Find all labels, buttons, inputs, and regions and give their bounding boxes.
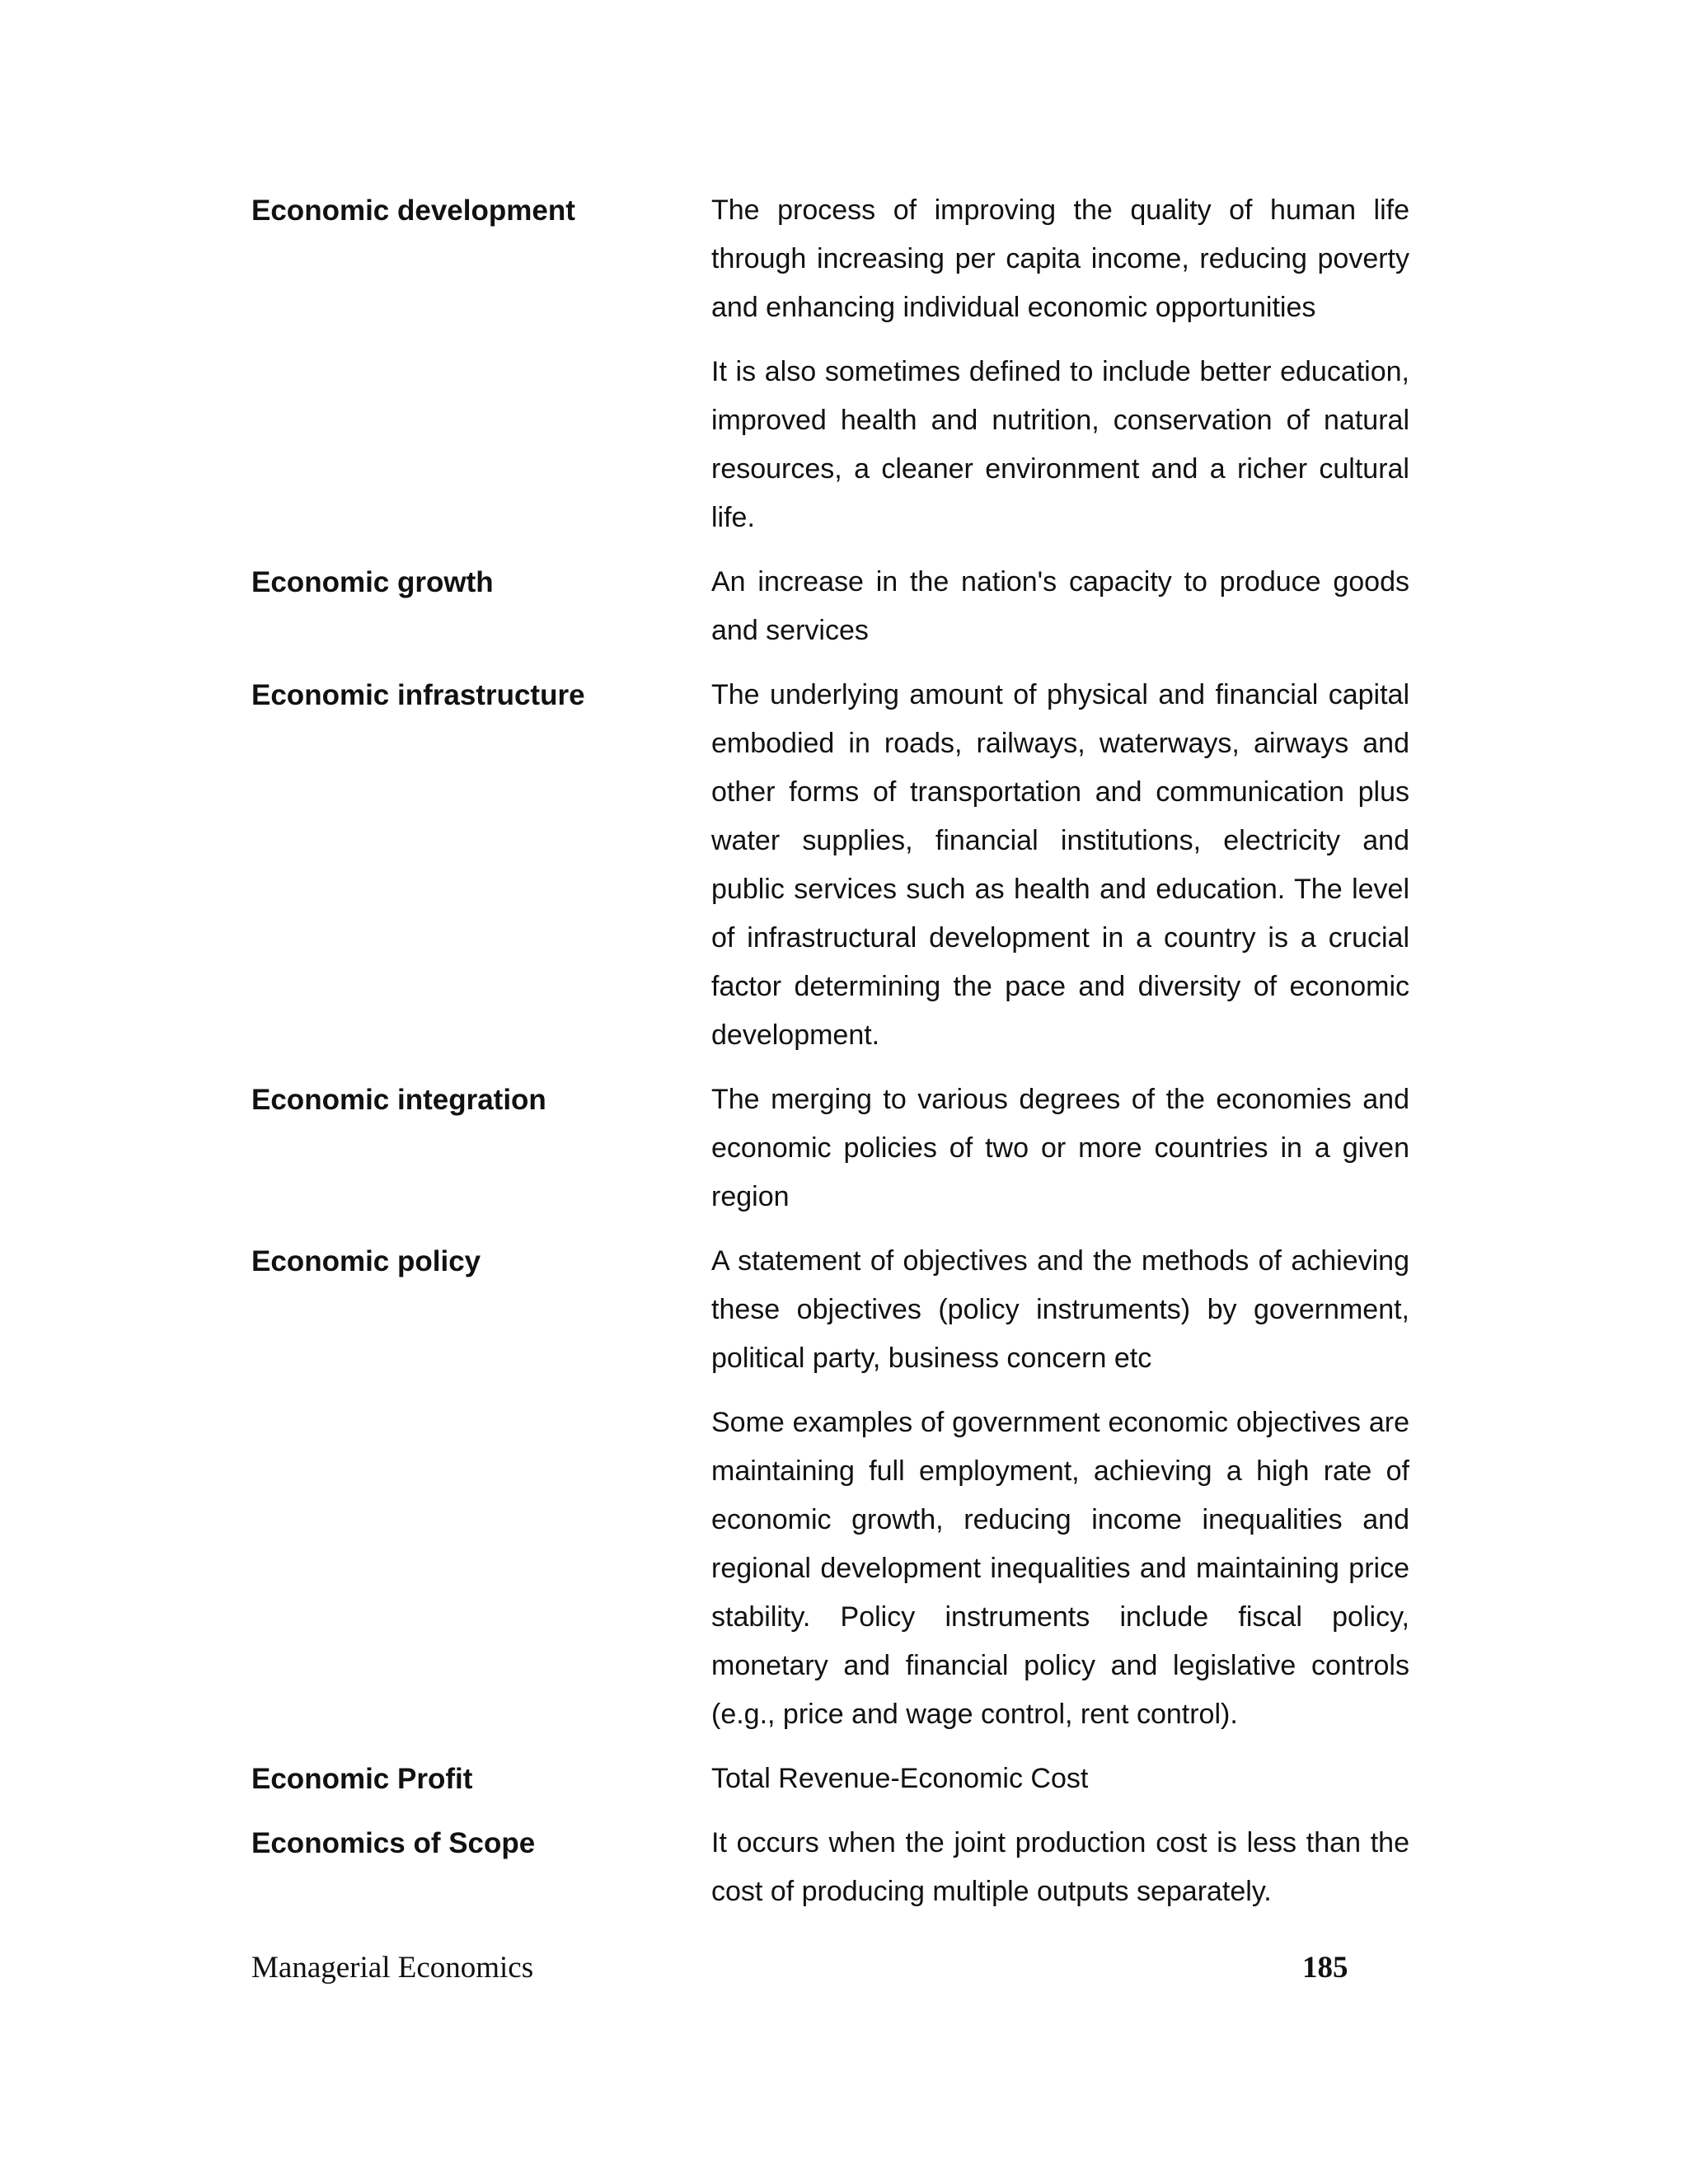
glossary-term: Economic integration: [251, 1084, 546, 1116]
glossary-term: Economic Profit: [251, 1763, 473, 1795]
definition-paragraph: It is also sometimes defined to include better education, improved health and nutrition, conservation of natural resources, a cleaner environment and a richer cultural life.: [711, 356, 1409, 533]
definition-group: [711, 1237, 1409, 1739]
definition-paragraph: A statement of objectives and the methods of achieving these objectives (policy instruments) by government, political party, business concern etc: [711, 1245, 1409, 1374]
definition-paragraph: Total Revenue-Economic Cost: [711, 1763, 1089, 1794]
glossary-entry: [251, 1755, 1409, 1803]
glossary-entry: [251, 186, 1409, 542]
definition-paragraph: Some examples of government economic objectives are maintaining full employment, achieving a high rate of economic growth, reducing income inequalities and regional development inequalities and maintaining price stability. Policy instruments include fiscal policy, monetary and financial policy and legislative controls (e.g., price and wage control, rent control).: [711, 1407, 1409, 1730]
definition-paragraph: The underlying amount of physical and financial capital embodied in roads, railways, waterways, airways and other forms of transportation and communication plus water supplies, financial institutions, electricity and public services such as health and education. The level of infrastructural development in a country is a crucial factor determining the pace and diversity of economic development.: [711, 679, 1409, 1051]
glossary-term: Economic growth: [251, 566, 494, 598]
glossary-entry: [251, 1819, 1409, 1916]
definition-paragraph: The process of improving the quality of human life through increasing per capita income, reducing poverty and enhancing individual economic opportunities: [711, 194, 1409, 323]
definition-paragraph: An increase in the nation's capacity to produce goods and services: [711, 566, 1409, 646]
glossary-list: [251, 186, 1409, 1932]
glossary-entry: [251, 558, 1409, 655]
glossary-term: Economic infrastructure: [251, 679, 585, 711]
definition-paragraph: The merging to various degrees of the economies and economic policies of two or more countries in a given region: [711, 1084, 1409, 1212]
definition-group: [711, 1076, 1409, 1221]
footer-book-title: Managerial Economics: [251, 1951, 534, 1985]
glossary-term: Economics of Scope: [251, 1827, 536, 1859]
definition-group: [711, 1755, 1409, 1803]
definition-group: [711, 671, 1409, 1060]
glossary-term: Economic policy: [251, 1245, 481, 1277]
glossary-entry: [251, 671, 1409, 1060]
glossary-entry: [251, 1237, 1409, 1739]
page-number: 185: [1302, 1951, 1348, 1985]
definition-group: [711, 186, 1409, 542]
glossary-term: Economic development: [251, 194, 575, 227]
definition-group: [711, 558, 1409, 655]
glossary-entry: [251, 1076, 1409, 1221]
definition-group: [711, 1819, 1409, 1916]
definition-paragraph: It occurs when the joint production cost is less than the cost of producing multiple outputs separately.: [711, 1827, 1409, 1907]
